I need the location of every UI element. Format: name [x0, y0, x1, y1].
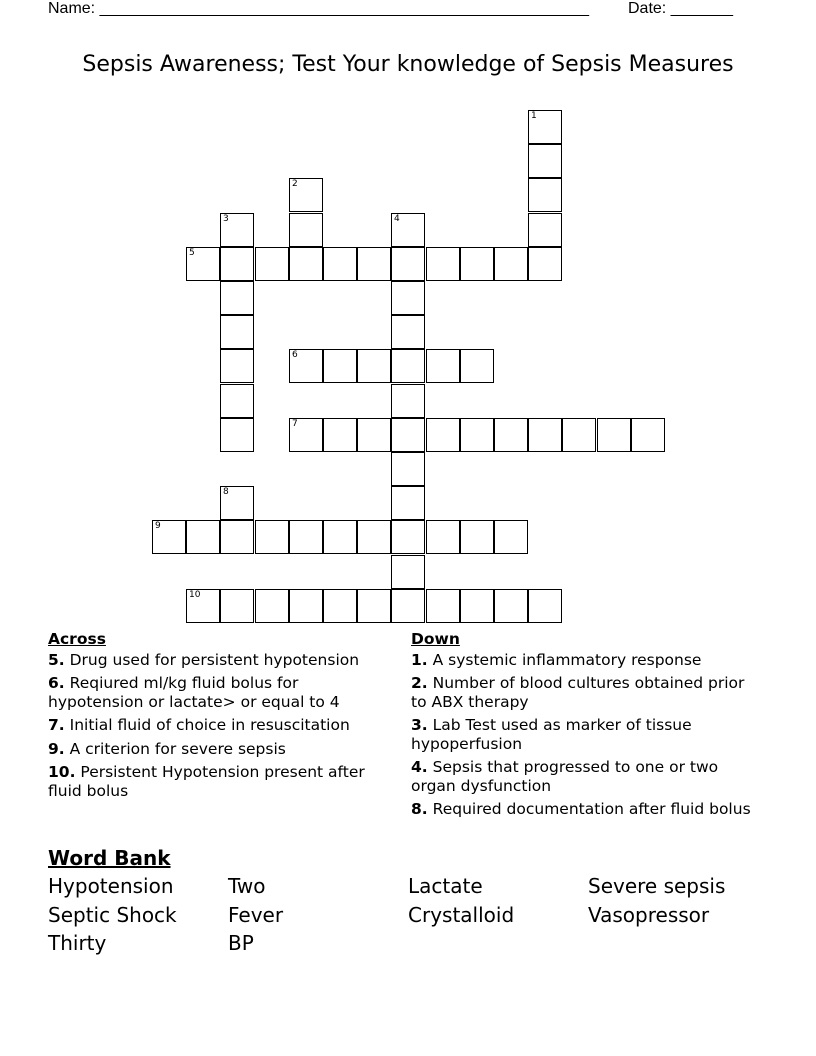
crossword-cell[interactable]	[289, 349, 323, 383]
crossword-cell[interactable]	[528, 213, 562, 247]
clue-down-2: 2. Number of blood cultures obtained prior to ABX therapy	[411, 674, 745, 711]
crossword-cell[interactable]	[494, 247, 528, 281]
clue-down-8: 8. Required documentation after fluid bolus	[411, 800, 751, 818]
crossword-cell[interactable]	[391, 452, 425, 486]
crossword-cell[interactable]	[391, 213, 425, 247]
word-bank-item: Septic Shock	[48, 903, 177, 927]
crossword-cell[interactable]	[323, 418, 357, 452]
crossword-cell[interactable]	[357, 349, 391, 383]
clue-number: 10	[189, 590, 201, 600]
clue-number: 2	[292, 179, 298, 189]
crossword-cell[interactable]	[220, 418, 254, 452]
crossword-cell[interactable]	[289, 213, 323, 247]
crossword-cell[interactable]	[289, 520, 323, 554]
name-field-label[interactable]: Name: _______________________________________________________	[48, 0, 589, 17]
crossword-cell[interactable]	[460, 520, 494, 554]
clue-number: 1	[531, 111, 537, 121]
clue-across-5: 5. Drug used for persistent hypotension	[48, 650, 360, 669]
crossword-cell[interactable]	[391, 520, 425, 554]
crossword-cell[interactable]	[357, 247, 391, 281]
crossword-cell[interactable]	[528, 247, 562, 281]
crossword-cell[interactable]	[289, 247, 323, 281]
crossword-cell[interactable]	[289, 178, 323, 212]
crossword-cell[interactable]	[426, 418, 460, 452]
word-bank-item: Hypotension	[48, 874, 174, 898]
crossword-cell[interactable]	[597, 418, 631, 452]
crossword-cell[interactable]	[220, 384, 254, 418]
crossword-cell[interactable]	[220, 213, 254, 247]
crossword-cell[interactable]	[289, 589, 323, 623]
crossword-cell[interactable]	[391, 589, 425, 623]
crossword-cell[interactable]	[323, 349, 357, 383]
word-bank-item: BP	[228, 931, 254, 955]
crossword-cell[interactable]	[255, 589, 289, 623]
crossword-cell[interactable]	[391, 418, 425, 452]
date-field-label[interactable]: Date: _______	[628, 0, 733, 17]
crossword-cell[interactable]	[357, 520, 391, 554]
word-bank-item: Thirty	[48, 931, 107, 955]
word-bank-title: Word Bank	[48, 846, 171, 870]
crossword-cell[interactable]	[357, 589, 391, 623]
crossword-cell[interactable]	[186, 589, 220, 623]
crossword-cell[interactable]	[391, 281, 425, 315]
clue-number: 6	[292, 350, 298, 360]
clue-number: 4	[394, 214, 400, 224]
crossword-cell[interactable]	[186, 520, 220, 554]
crossword-cell[interactable]	[460, 247, 494, 281]
crossword-cell[interactable]	[426, 349, 460, 383]
crossword-cell[interactable]	[460, 418, 494, 452]
crossword-cell[interactable]	[152, 520, 186, 554]
clue-down-4: 4. Sepsis that progressed to one or two organ dysfunction	[411, 758, 719, 795]
crossword-cell[interactable]	[220, 520, 254, 554]
crossword-cell[interactable]	[460, 589, 494, 623]
clue-number: 5	[189, 248, 195, 258]
crossword-cell[interactable]	[255, 520, 289, 554]
crossword-cell[interactable]	[220, 486, 254, 520]
crossword-cell[interactable]	[391, 349, 425, 383]
word-bank-item: Crystalloid	[408, 903, 515, 927]
crossword-cell[interactable]	[494, 589, 528, 623]
across-clues	[48, 630, 393, 805]
down-clues	[411, 630, 751, 824]
crossword-cell[interactable]	[562, 418, 596, 452]
crossword-cell[interactable]	[186, 247, 220, 281]
crossword-cell[interactable]	[391, 486, 425, 520]
crossword-cell[interactable]	[323, 520, 357, 554]
crossword-cell[interactable]	[220, 349, 254, 383]
crossword-cell[interactable]	[391, 555, 425, 589]
clue-across-7: 7. Initial fluid of choice in resuscitation	[48, 716, 350, 734]
crossword-cell[interactable]	[220, 589, 254, 623]
across-heading: Across	[48, 630, 106, 648]
crossword-cell[interactable]	[426, 520, 460, 554]
crossword-cell[interactable]	[391, 315, 425, 349]
clue-number: 9	[155, 521, 161, 531]
crossword-cell[interactable]	[460, 349, 494, 383]
down-heading: Down	[411, 630, 460, 648]
clue-down-1: 1. A systemic inflammatory response	[411, 650, 702, 669]
clue-number: 8	[223, 487, 229, 497]
crossword-cell[interactable]	[528, 110, 562, 144]
clue-down-3: 3. Lab Test used as marker of tissue hypoperfusion	[411, 716, 692, 753]
crossword-cell[interactable]	[357, 418, 391, 452]
crossword-cell[interactable]	[528, 418, 562, 452]
page-title: Sepsis Awareness; Test Your knowledge of Sepsis Measures	[82, 52, 734, 77]
word-bank-item: Vasopressor	[588, 903, 710, 927]
crossword-cell[interactable]	[426, 247, 460, 281]
word-bank-item: Lactate	[408, 874, 483, 898]
clue-across-6: 6. Reqiured ml/kg fluid bolus for hypotension or lactate> or equal to 4	[48, 674, 340, 711]
crossword-cell[interactable]	[528, 589, 562, 623]
crossword-cell[interactable]	[426, 589, 460, 623]
crossword-cell[interactable]	[494, 418, 528, 452]
clue-across-9: 9. A criterion for severe sepsis	[48, 739, 286, 758]
crossword-cell[interactable]	[631, 418, 665, 452]
crossword-cell[interactable]	[494, 520, 528, 554]
crossword-cell[interactable]	[289, 418, 323, 452]
crossword-cell[interactable]	[528, 178, 562, 212]
word-bank-item: Severe sepsis	[588, 874, 726, 898]
crossword-cell[interactable]	[323, 247, 357, 281]
clue-across-10: 10. Persistent Hypotension present after fluid bolus	[48, 763, 365, 800]
crossword-cell[interactable]	[391, 384, 425, 418]
word-bank-item: Two	[228, 874, 266, 898]
crossword-cell[interactable]	[220, 315, 254, 349]
crossword-cell[interactable]	[220, 247, 254, 281]
crossword-cell[interactable]	[391, 247, 425, 281]
crossword-cell[interactable]	[528, 144, 562, 178]
word-bank-item: Fever	[228, 903, 284, 927]
crossword-cell[interactable]	[255, 247, 289, 281]
clue-number: 3	[223, 214, 229, 224]
crossword-cell[interactable]	[323, 589, 357, 623]
crossword-cell[interactable]	[220, 281, 254, 315]
worksheet-header	[48, 0, 740, 20]
clue-number: 7	[292, 419, 298, 429]
